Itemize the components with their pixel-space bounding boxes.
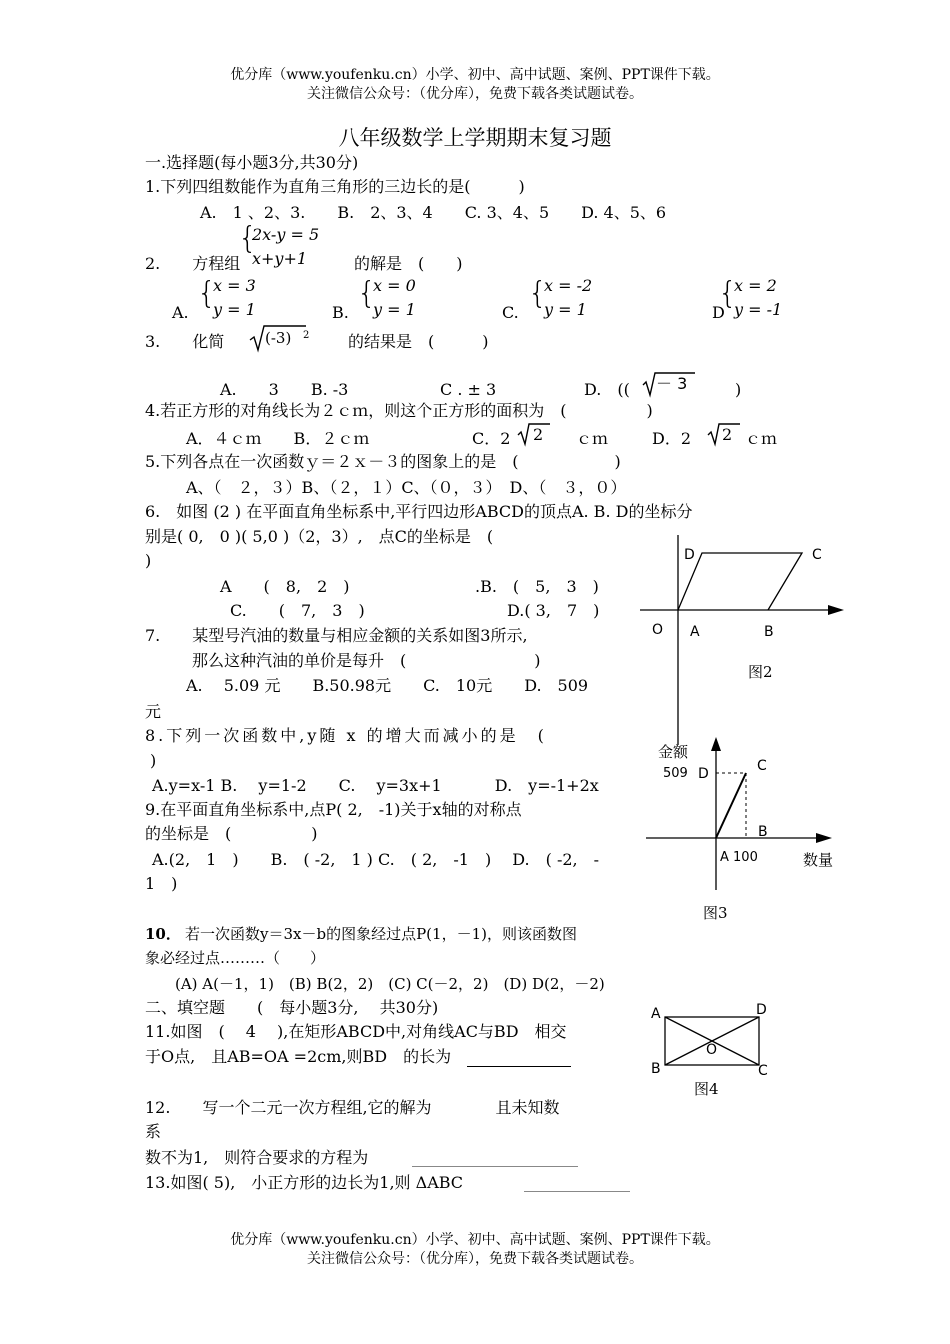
q2-option-b-brace: { [357, 276, 377, 311]
q4-option-d-radicand: 2 [722, 425, 733, 444]
q8-options: A.y=x-1 B. y=1-2 C. y=3x+1 D. y=-1+2x [152, 776, 599, 795]
q2-label: 2. 方程组 [145, 254, 241, 273]
footer-line-1: 优分库（www.youfenku.cn）小学、初中、高中试题、案例、PPT课件下载。 [230, 1232, 720, 1248]
fig4-label-c: C [758, 1063, 768, 1079]
q2-option-a-line2: y = 1 [213, 300, 256, 319]
header-line-2: 关注微信公众号：（优分库），免费下载各类试题试卷。 [307, 86, 643, 102]
q6-line1: 6. 如图 (2 ) 在平面直角坐标系中,平行四边形ABCD的顶点A. B. D的坐标分 [145, 502, 693, 521]
q12-answer-blank[interactable] [412, 1166, 578, 1167]
q3-options-ab: A. 3 B. -3 [220, 380, 349, 399]
q11-answer-blank[interactable] [467, 1066, 571, 1067]
figure-2-parallelogram [640, 535, 850, 745]
q1-stem: 1.下列四组数能作为直角三角形的三边长的是( ) [145, 177, 525, 196]
fig2-label-a: A [690, 624, 700, 640]
q2-option-d-line1: x = 2 [734, 276, 777, 295]
q12-line1: 12. 写一个二元一次方程组,它的解为 且未知数 [145, 1098, 560, 1117]
fig3-y-arrow [711, 737, 721, 751]
q7-line2: 那么这种汽油的单价是每升 ( ) [192, 651, 541, 670]
q6-option-a: A ( 8, 2 ) [220, 577, 350, 596]
q7-line1: 7. 某型号汽油的数量与相应金额的关系如图3所示, [145, 626, 528, 645]
q5-stem: 5.下列各点在一次函数ｙ＝２ｘ－３的图象上的是 ( ) [145, 452, 621, 471]
q2-system-brace: { [238, 221, 258, 256]
q4-option-c-radicand: 2 [533, 425, 544, 444]
fig2-parallelogram-shape [678, 553, 802, 610]
q6-option-c: C. ( 7, 3 ) [230, 601, 365, 620]
q9-line2: 的坐标是 ( ) [145, 824, 318, 843]
q12-line3: 数不为1, 则符合要求的方程为 [145, 1148, 369, 1167]
q4-options-ab: A．４ｃｍ B．２ｃｍ [186, 429, 370, 448]
page-title: 八年级数学上学期期末复习题 [338, 126, 612, 150]
fig3-label-c: C [757, 758, 767, 774]
q1-options: A. 1 、2、3. B. 2、3、4 C. 3、4、5 D. 4、5、6 [200, 203, 667, 222]
fig2-label-b: B [764, 624, 774, 640]
q2-option-a-brace: { [197, 276, 217, 311]
q3-radicand: (-3) [265, 329, 292, 347]
fig3-y-label: 金额 [658, 743, 689, 761]
fig3-label-b: B [758, 824, 768, 840]
q10-number: 10． [145, 925, 181, 943]
q11-line1: 11.如图 ( 4 ),在矩形ABCD中,对角线AC与BD 相交 [145, 1022, 567, 1041]
header-line-1: 优分库（www.youfenku.cn）小学、初中、高中试题、案例、PPT课件下载。 [230, 67, 720, 83]
q3-option-d: D. (( [584, 380, 630, 399]
q10-line2: 象必经过点………（ ） [145, 949, 326, 967]
fig4-label-d: D [756, 1002, 767, 1018]
q6-option-b: .B. ( 5, 3 ) [475, 577, 599, 596]
q8-line2: ) [150, 751, 157, 770]
q2-option-d-line2: y = -1 [734, 300, 783, 319]
q13-answer-blank[interactable] [524, 1191, 630, 1192]
fig4-label-b: B [651, 1061, 661, 1077]
q3-option-c: C . ± 3 [440, 380, 497, 399]
fig2-label-c: C [812, 547, 822, 563]
q8-line1: 8.下列一次函数中,y随 x 的增大而减小的是 ( [145, 726, 547, 745]
q2-option-c-brace: { [528, 276, 548, 311]
q2-eq1: 2x-y = 5 [252, 225, 320, 244]
q3-option-d-close: ) [735, 380, 742, 399]
q4-option-c: C．2 [472, 429, 511, 448]
q5-options: A、（ ２，３）B、（２，１）C、（０，３） D、（ ３，０） [186, 478, 627, 497]
q12-line2: 系 [145, 1122, 162, 1141]
q9-line3: A.(2, 1 ) B. ( -2, 1 ) C. ( 2, -1 ) D. ( -2, - [152, 850, 600, 869]
fig2-caption: 图2 [748, 663, 773, 681]
fig4-caption: 图4 [694, 1080, 719, 1098]
q2-option-c-line1: x = -2 [544, 276, 593, 295]
section-heading-choice: 一.选择题(每小题3分,共30分) [145, 153, 359, 172]
q2-option-a-line1: x = 3 [213, 276, 256, 295]
q4-option-d-unit: ｃｍ [745, 429, 778, 448]
q9-line4: 1 ) [145, 874, 178, 893]
q7-line4: 元 [145, 702, 162, 721]
q2-eq2: x+y+1 [252, 249, 308, 268]
q4-option-c-unit: ｃｍ [576, 429, 609, 448]
q4-option-d: D．2 [652, 429, 692, 448]
fig4-label-o: O [706, 1042, 718, 1058]
q2-suffix: 的解是 ( ) [354, 254, 463, 273]
q2-option-a-label: A. [172, 303, 189, 322]
q2-option-b-line1: x = 0 [373, 276, 416, 295]
fig4-label-a: A [651, 1006, 661, 1022]
q4-stem: 4.若正方形的对角线长为２ｃｍ，则这个正方形的面积为 ( ) [145, 401, 653, 420]
fig3-price-line [716, 773, 746, 838]
q2-option-d-brace: { [718, 276, 738, 311]
q6-line3: ) [145, 551, 152, 570]
q10-line1: 若一次函数y＝3x－b的图象经过点P(1，－1)，则该函数图 [185, 925, 577, 943]
fig3-caption: 图3 [703, 904, 728, 922]
q9-line1: 9.在平面直角坐标系中,点P( 2, -1)关于x轴的对称点 [145, 800, 522, 819]
fig3-x-arrow [816, 833, 832, 843]
fig2-x-arrow [828, 605, 844, 615]
section-heading-fill: 二、填空题 ( 每小题3分, 共30分) [145, 998, 439, 1017]
q7-options: A. 5.09 元 B.50.98元 C. 10元 D. 509 [186, 676, 589, 695]
q3-suffix: 的结果是 ( ) [348, 332, 489, 351]
fig3-label-509: 509 [663, 766, 688, 781]
q6-option-d: D.( 3, 7 ) [507, 601, 600, 620]
q2-option-b-label: B. [332, 303, 349, 322]
q3-exponent: 2 [303, 330, 310, 341]
q11-line2: 于O点, 且AB=OA =2cm,则BD 的长为 [145, 1047, 452, 1066]
q3-label: 3. 化简 [145, 332, 225, 351]
q10-options: (A) A(－1，1) (B) B(2，2) (C) C(－2，2) (D) D(2，－2) [175, 975, 605, 993]
q13-line1: 13.如图( 5), 小正方形的边长为1,则 ΔABC [145, 1173, 464, 1192]
q6-line2: 别是( 0, 0 )( 5,0 )（2，3）, 点C的坐标是 ( [145, 527, 494, 546]
q2-option-c-line2: y = 1 [544, 300, 587, 319]
fig3-label-a100: A 100 [720, 850, 758, 865]
q2-option-d-label: D [712, 303, 725, 322]
q2-option-c-label: C. [502, 303, 519, 322]
q2-option-b-line2: y = 1 [373, 300, 416, 319]
fig3-label-d: D [698, 766, 709, 782]
footer-line-2: 关注微信公众号：（优分库），免费下载各类试题试卷。 [307, 1251, 643, 1267]
fig2-label-o: O [652, 622, 664, 638]
q3-option-d-radicand: － 3 [656, 374, 688, 393]
fig3-x-label: 数量 [803, 851, 834, 869]
fig2-label-d: D [684, 547, 695, 563]
